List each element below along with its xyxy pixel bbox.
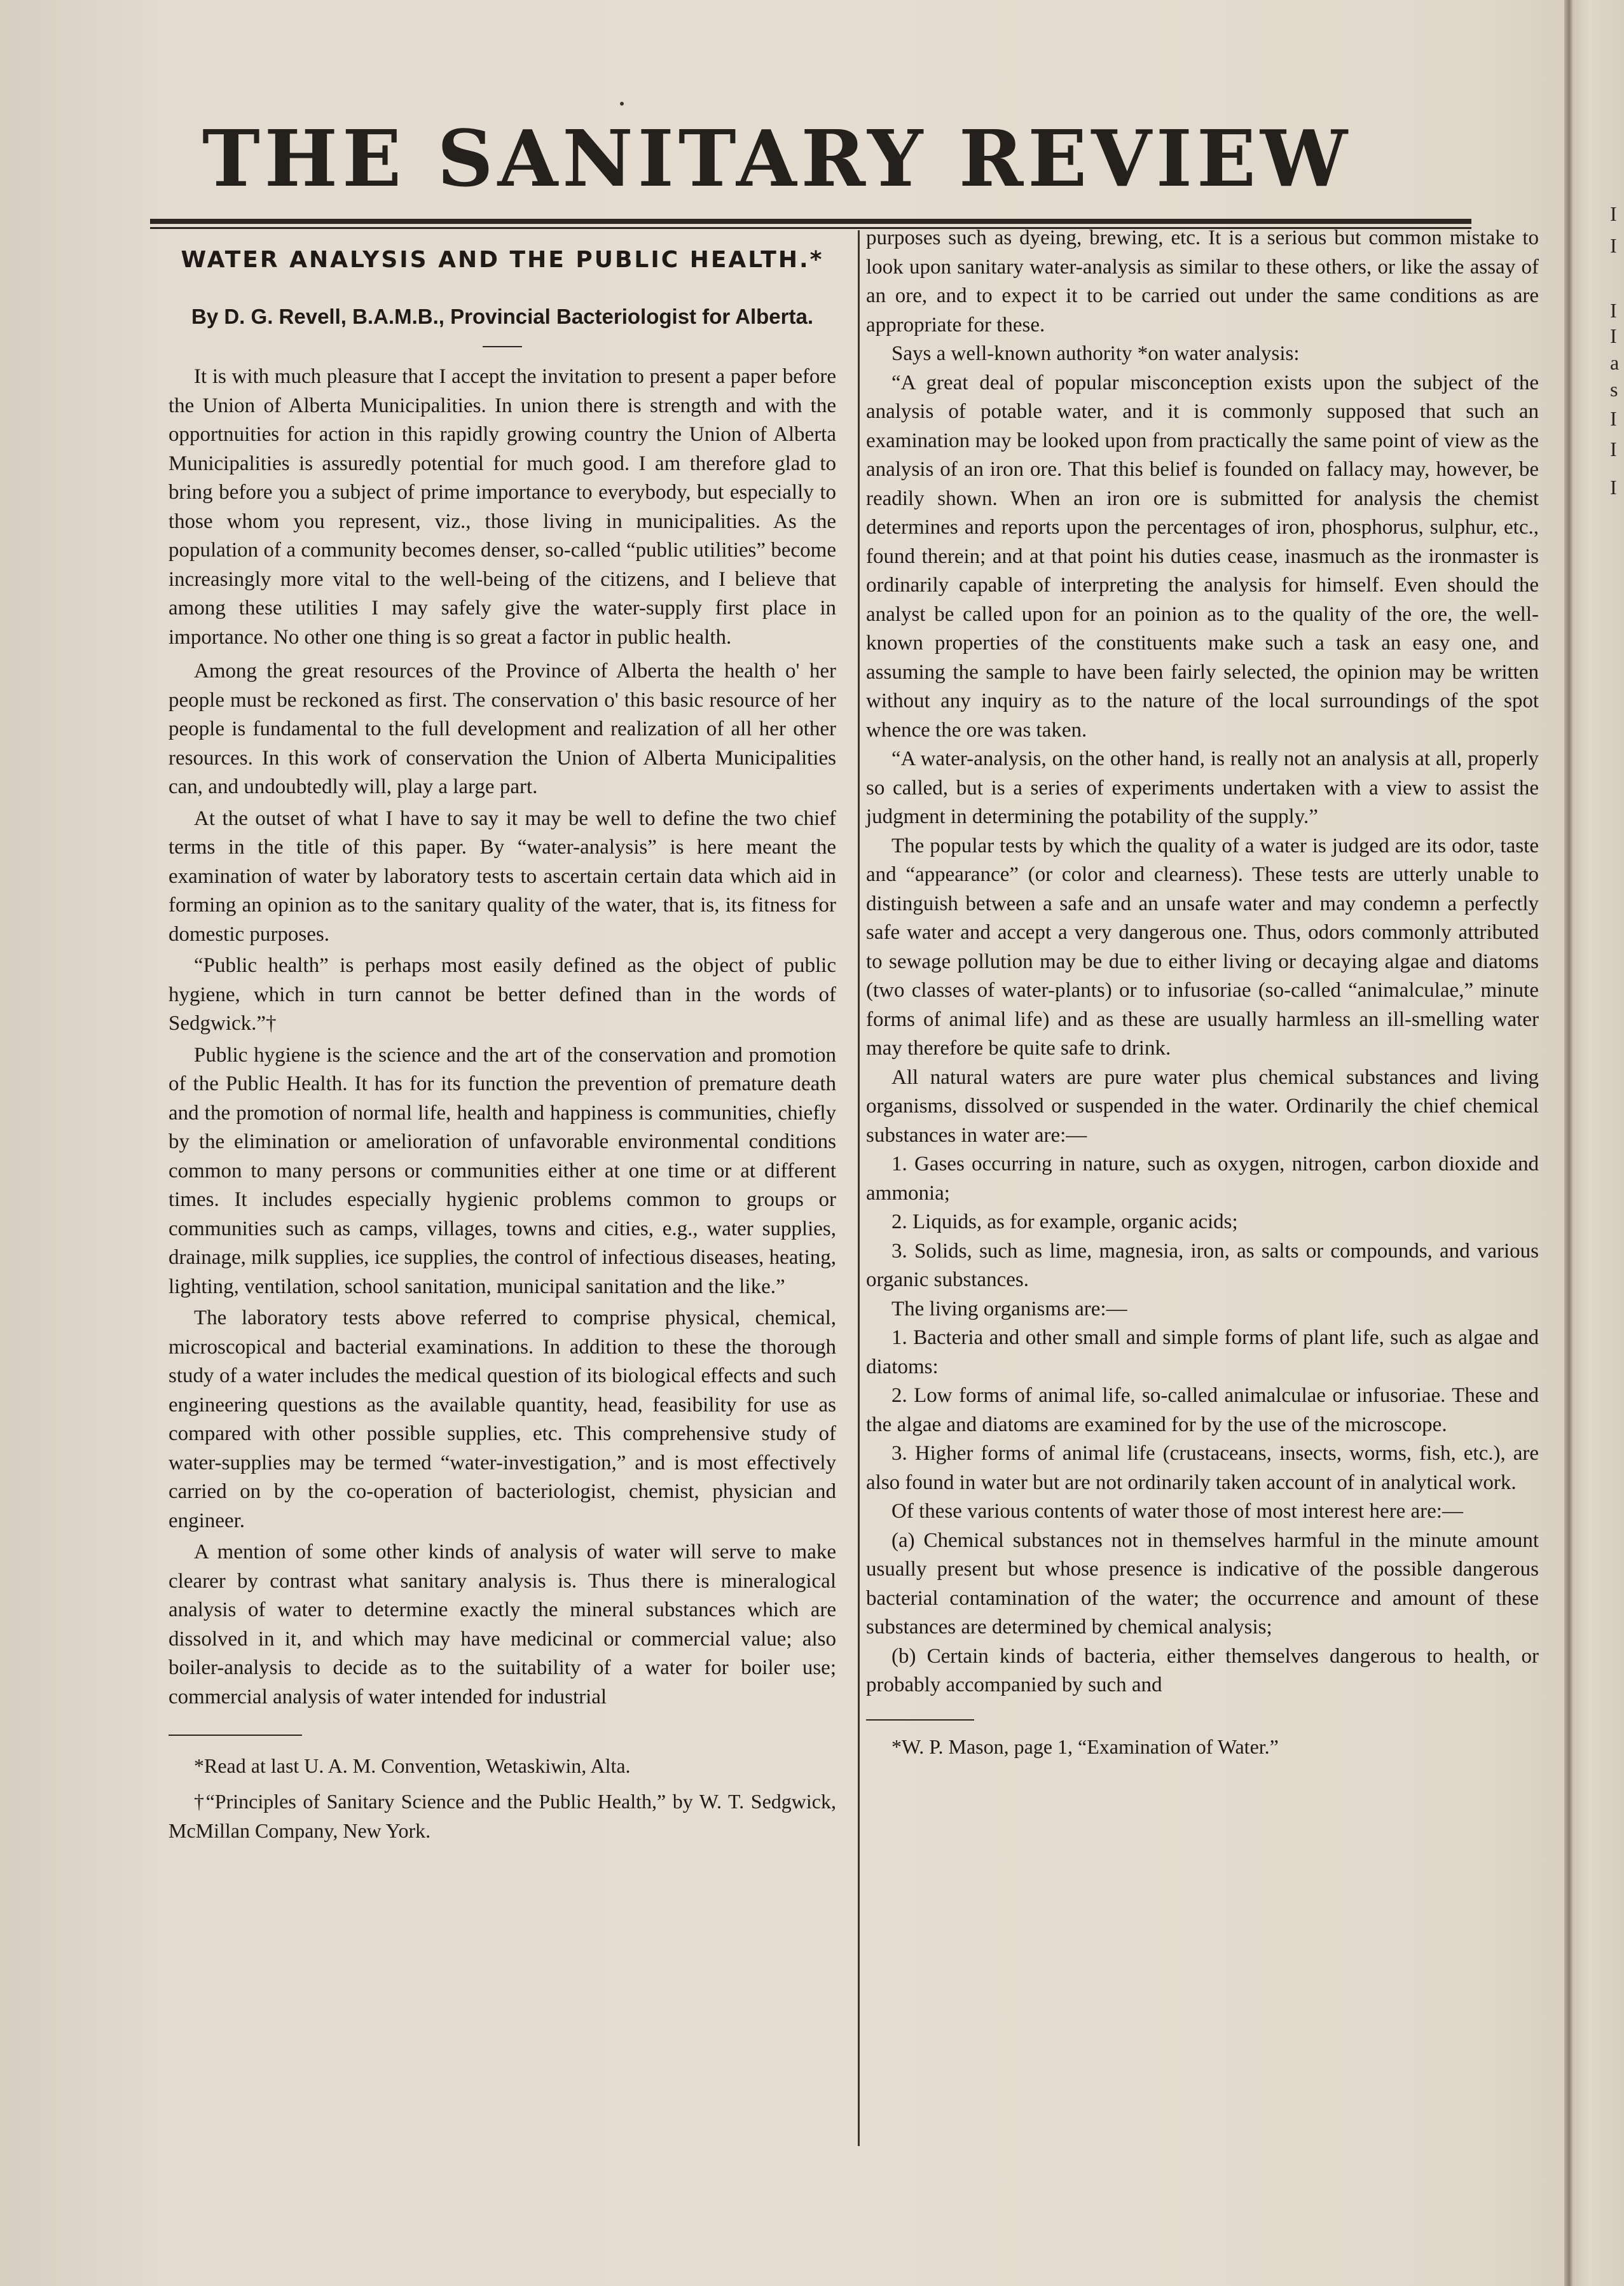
list-item: (b) Certain kinds of bacteria, either themselves dangerous to health, or probably accompanied by such and (866, 1644, 1539, 1696)
edge-mark: a (1610, 351, 1620, 374)
print-speck (620, 102, 624, 106)
masthead-title: THE SANITARY REVIEW (202, 113, 1352, 204)
byline-rule (483, 346, 522, 347)
paragraph: Of these various contents of water those of most interest here are:— (891, 1500, 1463, 1523)
article-byline: By D. G. Revell, B.A.M.B., Provincial Bacteriologist for Alberta. (191, 305, 813, 328)
paragraph: “Public health” is perhaps most easily defined as the object of public hygiene, which in turn cannot be better defined than in the words of Sedgwick.”† (169, 954, 836, 1035)
edge-mark: I (1610, 407, 1617, 430)
paragraph: Says a well-known authority *on water analysis: (891, 342, 1300, 365)
list-item: 1. Gases occurring in nature, such as oxygen, nitrogen, carbon dioxide and ammonia; (866, 1153, 1539, 1205)
column-divider (858, 230, 860, 2146)
paragraph: Public hygiene is the science and the art of the conservation and promotion of the Public Health. It has for its function the prevention of premature death and the promotion of normal life, health and happiness is communities, chiefly by the elimination or amelioration of unfavorable environmental conditions common to many persons or communities either at one time or at different times. It includes especially hygienic problems common to groups or communities such as camps, villages, towns and cities, e.g., water supplies, drainage, milk supplies, ice supplies, the control of infectious diseases, heating, lighting, ventilation, school sanitation, municipal sanitation and the like.” (169, 1043, 836, 1298)
edge-mark: I (1610, 324, 1617, 347)
list-item: 1. Bacteria and other small and simple forms of plant life, such as algae and diatoms: (866, 1326, 1539, 1378)
edge-mark: s (1610, 378, 1618, 401)
paragraph: “A great deal of popular misconception exists upon the subject of the analysis of potable water, and it is commonly supposed that such an examination may be looked upon from practically the same point of view as the analysis of an iron ore. That this belief is founded on fallacy may, however, be readily shown. When an iron ore is submitted for analysis the chemist determines and reports upon the percentages of iron, phosphorus, sulphur, etc., found therein; and at that point his duties cease, inasmuch as the ironmaster is ordinarily capable of interpreting the analysis for himself. Even should the analyst be called upon for an poinion as to the quality of the ore, the well-known properties of the constituents make such a task an easy one, and assuming the sample to have been fairly selected, the opinion may be written without any inquiry as to the nature of the local surroundings of the spot whence the ore was taken. (866, 371, 1539, 742)
paragraph: purposes such as dyeing, brewing, etc. It is a serious but common mistake to look upon sanitary water-analysis as similar to these others, or like the assay of an ore, and to expect it to be carried out under the same conditions as are appropriate for these. (866, 226, 1539, 336)
edge-mark: I (1610, 234, 1617, 257)
footnote: *Read at last U. A. M. Convention, Wetaskiwin, Alta. (194, 1754, 631, 1777)
list-item: 2. Low forms of animal life, so-called animalculae or infusoriae. These and the algae and diatoms are examined for by the use of the microscope. (866, 1384, 1539, 1436)
article-title: WATER ANALYSIS AND THE PUBLIC HEALTH.* (181, 247, 824, 273)
footnote: †“Principles of Sanitary Science and the Public Health,” by W. T. Sedgwick, McMillan Company, New York. (169, 1790, 836, 1842)
paragraph: The living organisms are:— (891, 1297, 1127, 1320)
footnote-rule (169, 1735, 302, 1736)
paragraph: A mention of some other kinds of analysis of water will serve to make clearer by contrast what sanitary analysis is. Thus there is mineralogical analysis of water to determine exactly the mineral substances which are dissolved in it, and which may have medicinal or commercial value; also boiler-analysis to decide as to the suitability of a water for boiler use; commercial analysis of water intended for industrial (169, 1541, 836, 1708)
paragraph: All natural waters are pure water plus chemical substances and living organisms, dissolved or suspended in the water. Ordinarily the chief chemical substances in water are:— (866, 1065, 1539, 1147)
edge-mark: I (1610, 438, 1617, 461)
list-item: 2. Liquids, as for example, organic acids; (891, 1210, 1238, 1233)
right-column (866, 224, 1539, 1761)
footnote-rule (866, 1719, 974, 1721)
paragraph: The popular tests by which the quality of a water is judged are its odor, taste and “appearance” (or color and clearness). These tests are utterly unable to distinguish between a safe and an unsafe water and may condemn a perfectly safe water and accept a very dangerous one. Thus, odors commonly attributed to sewage pollution may be due to either living or decaying algae and diatoms (two classes of water-plants) or to infusoriae (so-called “animalculae,” minute forms of animal life) and as these are usually harmless an ill-smelling water may therefore be quite safe to drink. (866, 834, 1539, 1060)
paragraph: “A water-analysis, on the other hand, is really not an analysis at all, properly so called, but is a series of experiments undertaken with a view to assist the judgment in determining the potability of the supply.” (866, 747, 1539, 828)
edge-mark: I (1610, 202, 1617, 225)
edge-mark: I (1610, 299, 1617, 322)
paragraph: The laboratory tests above referred to comprise physical, chemical, microscopical and bacterial examinations. In addition to these the thorough study of a water includes the medical question of its biological effects and such engineering questions as the available quantity, head, feasibility for use as compared with other possible supplies, etc. This comprehensive study of water-supplies may be termed “water-investigation,” and is most effectively carried on by the co-operation of bacteriologist, chemist, physician and engineer. (169, 1306, 836, 1532)
list-item: 3. Higher forms of animal life (crustaceans, insects, worms, fish, etc.), are also found in water but are not ordinarily taken account of in analytical work. (866, 1442, 1539, 1494)
paragraph: At the outset of what I have to say it may be well to define the two chief terms in the title of this paper. By “water-analysis” is here meant the examination of water by laboratory tests to ascertain certain data which aid in forming an opinion as to the sanitary quality of the water, that is, its fitness for domestic purposes. (169, 807, 836, 946)
edge-mark: I (1610, 476, 1617, 499)
footnote: *W. P. Mason, page 1, “Examination of Water.” (891, 1735, 1279, 1758)
masthead-rule (150, 219, 1471, 224)
list-item: (a) Chemical substances not in themselves harmful in the minute amount usually present but whose presence is indicative of the possible dangerous bacterial contamination of the water; the occurrence and amount of these substances are determined by chemical analysis; (866, 1528, 1539, 1638)
paragraph: It is with much pleasure that I accept the invitation to present a paper before the Union of Alberta Municipalities. In union there is strength and with the opportnuities for action in this rapidly growing country the Union of Alberta Municipalities is assuredly potential for much good. I am therefore glad to bring before you a subject of prime importance to everybody, but especially to those whom you represent, viz., those living in municipalities. As the population of a community becomes denser, so-called “public utilities” become increasingly more vital to the well-being of the citizens, and I believe that among these utilities I may safely give the water-supply first place in importance. No other one thing is so great a factor in public health. (169, 365, 836, 649)
left-column (169, 237, 836, 1845)
list-item: 3. Solids, such as lime, magnesia, iron, as salts or compounds, and various organic substances. (866, 1239, 1539, 1291)
paragraph: Among the great resources of the Province of Alberta the health o' her people must be reckoned as first. The conservation o' this basic resource of her people is fundamental to the full development and realization of all her other resources. In this work of conservation the Union of Alberta Municipalities can, and undoubtedly will, play a large part. (169, 660, 836, 798)
